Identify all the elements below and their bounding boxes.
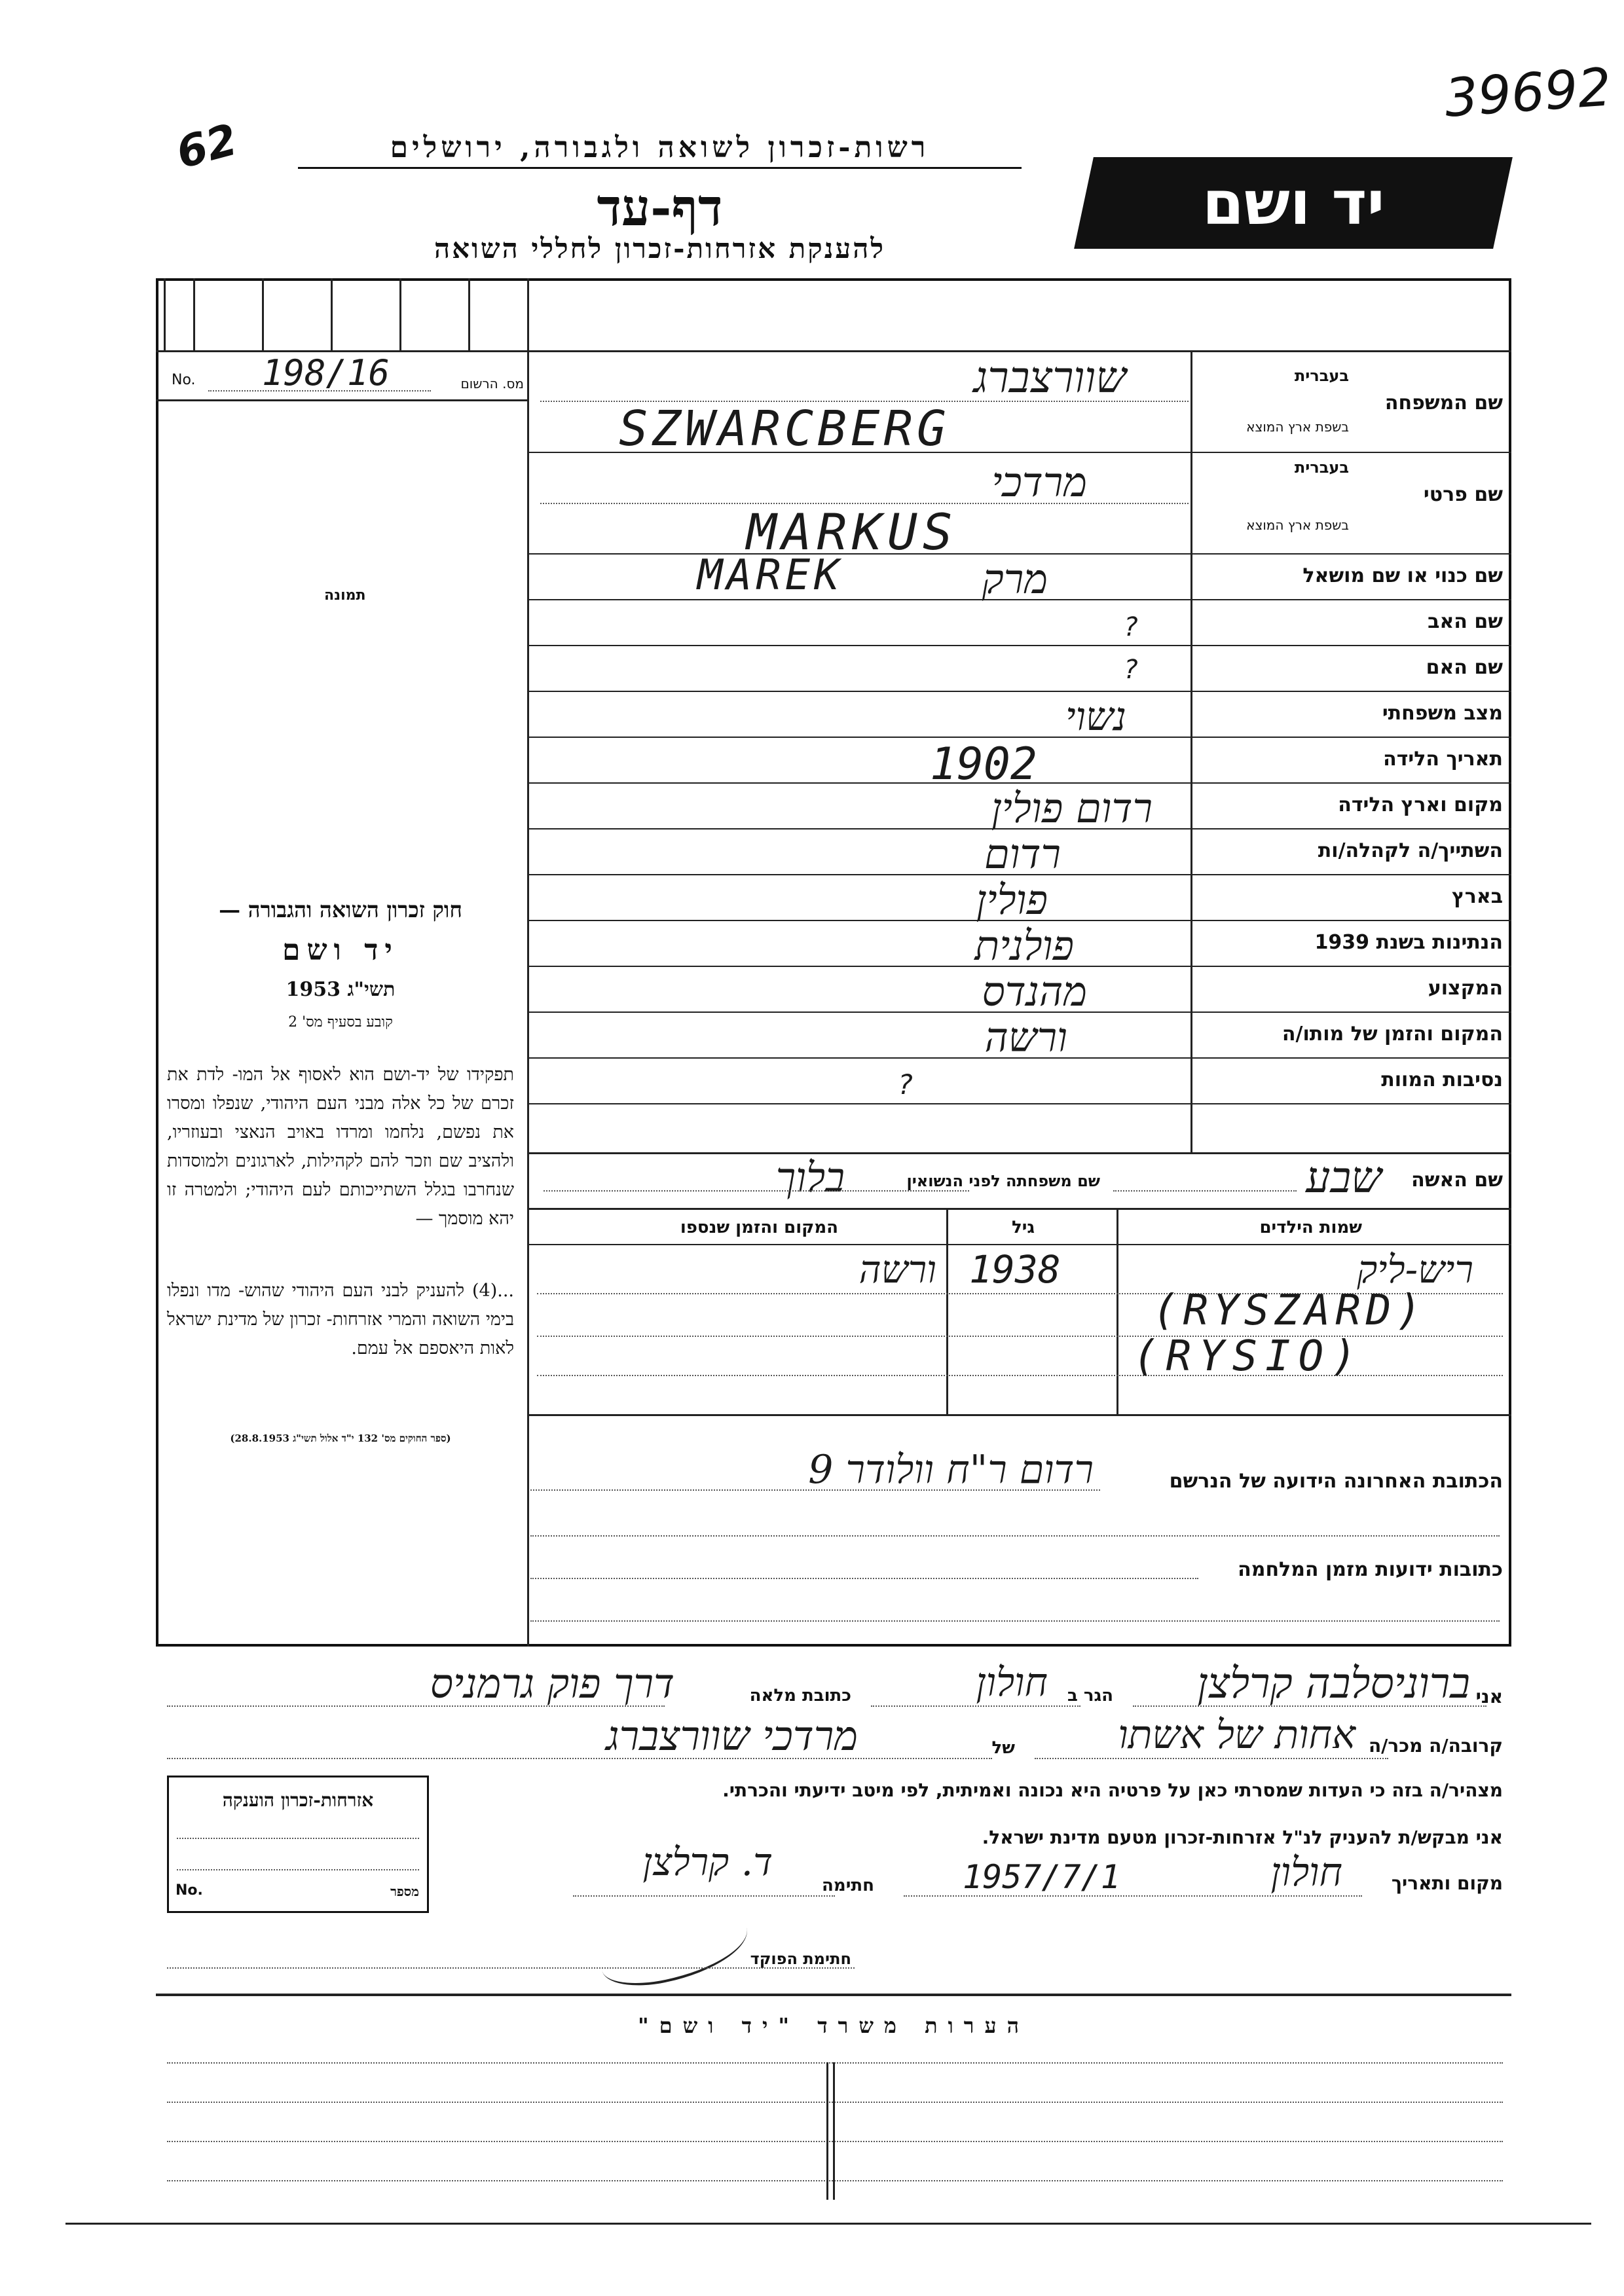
death-place-time-label: המקום והזמן של מותו/ה (1282, 1023, 1503, 1046)
corner-mark: 62 (171, 114, 243, 179)
law-heading: חוק זכרון השואה והגבורה — (219, 897, 462, 922)
birth-place-label: מקום וארץ הלידה (1338, 793, 1503, 816)
children-age-header: גיל (1011, 1218, 1035, 1237)
death-place-time-value: ורשה (984, 1013, 1067, 1061)
law-name: יד ושם (282, 934, 399, 967)
surname-hebrew-value: שוורצברג (973, 352, 1126, 403)
place-date-label: מקום ותאריך (1391, 1872, 1503, 1894)
declarant-of-label: של (991, 1738, 1015, 1758)
nickname-hebrew-value: מרק (982, 555, 1048, 603)
official-signature-label: חתימת הפוקד (750, 1950, 851, 1968)
law-text-2: ...(4) להעניק לבני העם היהודי שהוש- מדו ונפלו בימי השואה והמרי אזרחות- זכרון של מדינת ישראל לאות היאספם אל עמם. (167, 1281, 514, 1358)
grant-box-number-label: מספר (390, 1884, 419, 1899)
profession-label: המקצוע (1428, 977, 1503, 1000)
child-row-1-place: ורשה (858, 1247, 936, 1292)
office-notes-title: הערות משרד "יד ושם" (637, 2013, 1030, 2038)
mother-value: ? (1123, 655, 1139, 685)
mother-label: שם האם (1426, 656, 1503, 679)
wife-maiden-value: בלוך (775, 1154, 845, 1201)
country-label: בארץ (1451, 885, 1503, 908)
law-section: קובע בסעיף מס' 2 (288, 1014, 393, 1030)
form-subtitle: להענקת אזרחות-זכרון לחללי השואה (434, 232, 886, 264)
declarant-relation-label: קרובה/ה מכר/ה (1368, 1735, 1503, 1757)
children-place-header: המקום והזמן שנספו (680, 1218, 838, 1237)
wartime-addresses-label: כתובות ידועות מזמן המלחמה (1238, 1558, 1503, 1581)
declarant-resident-label: הגר ב (1067, 1686, 1113, 1705)
last-address-value: רדום ר"ח וולודר 9 (808, 1447, 1094, 1493)
nickname-label: שם כנוי או שם מושאל (1302, 564, 1503, 587)
declarant-relation: אחות של אשתו (1118, 1712, 1356, 1758)
community-label: השתייך/ה לקהלה/ות (1318, 839, 1503, 862)
first-name-hebrew-value: מרדכי (991, 458, 1087, 506)
declaration-place: חולון (1270, 1850, 1342, 1895)
grant-box-no-label: No. (175, 1882, 203, 1899)
declarant-signature: ד. קרלצן (642, 1840, 773, 1884)
birth-date-label: תאריך הלידה (1383, 748, 1503, 771)
surname-native-value: SZWARCBERG (619, 401, 950, 457)
declarant-statement: מצהיר/ה בזה כי העדות שמסרתי כאן על פרטיה היא נכונה ואמיתית, לפי מיטב ידיעתי והכרתי. (722, 1779, 1503, 1801)
marital-status-label: מצב משפחתי (1382, 702, 1503, 725)
archive-number: 39692 (1442, 56, 1613, 129)
surname-label: שם המשפחה (1384, 392, 1503, 414)
death-circumstances-value: ? (897, 1068, 914, 1101)
country-value: פולין (976, 876, 1048, 924)
citizenship-1939-label: הנתינות בשנת 1939 (1314, 931, 1503, 954)
wife-label: שם האשה (1411, 1169, 1503, 1192)
first-name-native-value: MARKUS (747, 503, 958, 561)
child-row-2-name: (RYSZARD) (1153, 1286, 1427, 1335)
first-name-label: שם פרטי (1423, 483, 1503, 506)
child-row-1-name: ריש-ליק (1357, 1247, 1473, 1292)
registration-label: מס. הרשום (460, 376, 524, 392)
declarant-city: חולון (976, 1660, 1048, 1705)
child-row-3-name: (RYSIO) (1133, 1332, 1365, 1381)
law-text-1: תפקידו של יד-ושם הוא לאסוף אל המו- לדת את זכרם של כל אלה מבני העם היהודי, שנפלו ומסרו את נפשם, נלחמו ומרדו באויב הנאצי ובעוזריו, ולהציב שם וזכר להם לקהילות, לארגונים ולמוסדות שנחרבו בגלל השתייכותם לעם היהודי; ולמטרה זו יהא מוסמך — (167, 1065, 514, 1229)
birth-date-value: 1902 (930, 738, 1037, 790)
signature-label: חתימה (822, 1876, 874, 1895)
first-name-hebrew-label: בעברית (1294, 458, 1349, 477)
declarant-address: דרך פוק גרמניס (430, 1660, 674, 1707)
citizenship-1939-value: פולנית (974, 922, 1074, 970)
page-bottom-rule (65, 2223, 1591, 2225)
children-name-header: שמות הילדים (1259, 1218, 1362, 1237)
authority-heading: רשות-זכרון לשואה ולגבורה, ירושלים (298, 131, 1022, 169)
wife-maiden-label: שם משפחתה לפני הנשואין (906, 1172, 1100, 1190)
birth-place-value: רדום פולין (991, 784, 1153, 832)
law-year: תשי"ג 1953 (286, 978, 396, 1001)
community-value: רדום (984, 830, 1061, 878)
grant-box (167, 1776, 429, 1913)
declaration-date: 1957/7/1 (963, 1858, 1120, 1896)
nickname-native-value: MAREK (697, 551, 843, 600)
last-address-label: הכתובת האחרונה הידועה של הנרשם (1169, 1470, 1503, 1493)
registration-no-label: No. (172, 372, 196, 388)
profession-value: מהנדס (982, 968, 1087, 1015)
wife-value: שבע (1306, 1152, 1382, 1203)
declarant-i-label: אני (1475, 1686, 1503, 1707)
registration-number: 198/16 (262, 352, 390, 393)
death-circumstances-label: נסיבות המוות (1381, 1068, 1503, 1091)
photo-label: תמונה (324, 587, 366, 604)
surname-hebrew-label: בעברית (1294, 367, 1349, 385)
child-row-1-age: 1938 (969, 1247, 1061, 1292)
declarant-address-label: כתובת מלאה (749, 1686, 851, 1705)
form-title: דף-עד (597, 178, 723, 238)
marital-status-value: נשוי (1065, 694, 1126, 740)
declarant-name: ברוניסלבה קרלצן (1197, 1660, 1470, 1708)
father-label: שם האב (1428, 610, 1503, 633)
father-value: ? (1123, 612, 1139, 642)
first-name-native-label: בשפת ארץ המוצא (1246, 517, 1349, 533)
declarant-of-name: מרדכי שוורצברג (606, 1712, 858, 1760)
official-signature-scribble (595, 1903, 755, 1995)
grant-box-title: אזרחות-זכרון הוענקה (222, 1789, 374, 1811)
law-citation: (ספר החוקים מס' 132 י"ד אלול תשי"ג 28.8.1953) (230, 1432, 451, 1444)
logo-text: יד ושם (1202, 168, 1385, 238)
surname-native-label: בשפת ארץ המוצא (1246, 419, 1349, 435)
yad-vashem-logo (1074, 157, 1513, 249)
declarant-request: אני מבקש/ת להעניק לנ"ל אזרחות-זכרון מטעם מדינת ישראל. (982, 1827, 1503, 1848)
